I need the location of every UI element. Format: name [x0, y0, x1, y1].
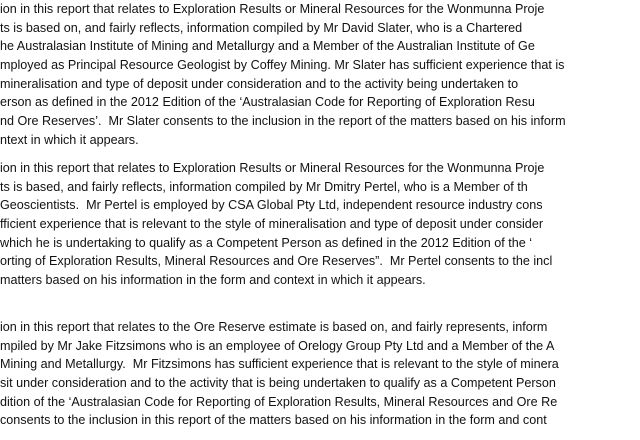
text-line: orting of Exploration Results, Mineral Resources and Ore Reserves”. Mr Pertel consents to the incl: [0, 254, 553, 269]
text-line: consents to the inclusion in this report of the matters based on his information in the form and cont: [0, 413, 547, 428]
text-line: Geoscientists. Mr Pertel is employed by CSA Global Pty Ltd, independent resource industry cons: [0, 198, 543, 213]
text-line: sit under consideration and to the activity that is being undertaken to qualify as a Competent Person: [0, 376, 556, 391]
text-line: which he is undertaking to qualify as a Competent Person as defined in the 2012 Edition of the ‘: [0, 235, 533, 250]
competent-person-statement-fitzsimons: [0, 318, 640, 430]
text-line: ion in this report that relates to Exploration Results or Mineral Resources for the Wonmunna Proje: [0, 2, 545, 16]
text-line: ion in this report that relates to the Ore Reserve estimate is based on, and fairly represents, inform: [0, 320, 548, 334]
text-line: ts is based, and fairly reflects, information compiled by Mr Dmitry Pertel, who is a Member of th: [0, 179, 528, 194]
text-line: mployed as Principal Resource Geologist by Coffey Mining. Mr Slater has sufficient experience that is: [0, 58, 565, 73]
competent-person-statement-pertel: [0, 159, 640, 290]
text-line: matters based on his information in the form and context in which it appears.: [0, 273, 426, 288]
text-line: he Australasian Institute of Mining and Metallurgy and a Member of the Australian Institute of Ge: [0, 39, 535, 54]
text-line: nd Ore Reserves’. Mr Slater consents to the inclusion in the report of the matters based on his inform: [0, 114, 566, 129]
text-line: mpiled by Mr Jake Fitzsimons who is an employee of Orelogy Group Pty Ltd and a Member of the A: [0, 338, 555, 353]
text-line: ts is based on, and fairly reflects, information compiled by Mr David Slater, who is a Chartered: [0, 20, 523, 35]
text-line: erson as defined in the 2012 Edition of the ‘Australasian Code for Reporting of Exploration Resu: [0, 95, 535, 110]
text-line: Mining and Metallurgy. Mr Fitzsimons has sufficient experience that is relevant to the style of minera: [0, 357, 559, 372]
competent-person-statement-slater: [0, 0, 640, 150]
text-line: mineralisation and type of deposit under consideration and to the activity being undertaken to: [0, 76, 519, 91]
text-line: ion in this report that relates to Exploration Results or Mineral Resources for the Wonmunna Proje: [0, 161, 545, 175]
text-line: ntext in which it appears.: [0, 132, 139, 147]
text-line: dition of the ‘Australasian Code for Reporting of Exploration Results, Mineral Resources and Ore Re: [0, 394, 558, 409]
text-line: fficient experience that is relevant to the style of mineralisation and type of deposit under consider: [0, 217, 544, 232]
